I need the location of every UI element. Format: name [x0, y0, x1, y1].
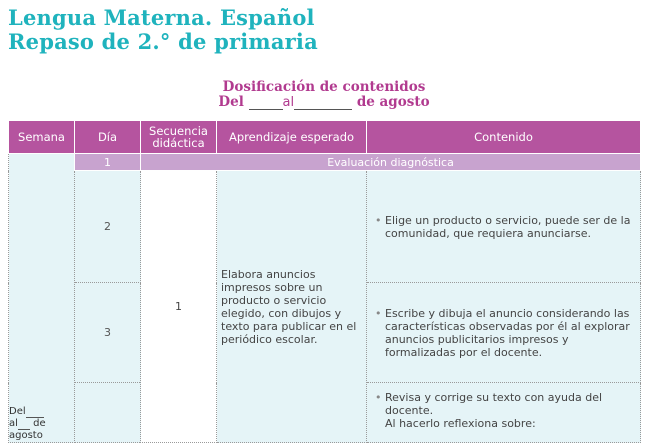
dosificacion-title: Dosificación de contenidos	[222, 79, 426, 95]
eval-text: Evaluación diagnóstica	[141, 154, 641, 171]
dosificacion-dates	[0, 95, 648, 110]
table-row-evaluacion	[9, 154, 641, 171]
contenido-cell: • Escribe y dibuja el anuncio considerando las características observadas por él al explorar anuncios publicitarios impresos y formalizadas por el docente.	[367, 283, 641, 383]
date-end-blank	[294, 97, 352, 110]
header-aprendizaje: Aprendizaje esperado	[217, 121, 367, 154]
semana-agosto: agosto	[9, 430, 43, 441]
dos-del: Del	[218, 94, 244, 110]
dia-cell	[75, 383, 141, 443]
semana-del: Del	[9, 406, 26, 417]
date-start-blank	[249, 97, 283, 110]
semana-de: de	[33, 418, 46, 429]
semana-al: al	[9, 418, 18, 429]
dia-cell: 2	[75, 171, 141, 283]
header-secuencia: Secuencia didáctica	[141, 121, 217, 154]
aprendizaje-cell: Elabora anuncios impresos sobre un producto o servicio elegido, con dibujos y texto para publicar en el periódico escolar.	[217, 171, 367, 443]
contenido-text-2: Al hacerlo reflexiona sobre:	[385, 417, 536, 430]
secuencia-cell: 1	[141, 171, 217, 443]
dos-al: al	[282, 95, 295, 110]
contenido-text: Escribe y dibuja el anuncio considerando las características observadas por él al explorar anuncios publicitarios impresos y formalizadas por el docente.	[385, 306, 630, 359]
table-header-row	[9, 121, 641, 154]
semana-blank-1	[26, 407, 44, 418]
header-contenido: Contenido	[367, 121, 641, 154]
contenido-text: Elige un producto o servicio, puede ser de la comunidad, que requiera anunciarse.	[385, 213, 631, 240]
contenido-cell: • Revisa y corrige su texto con ayuda del docente. Al hacerlo reflexiona sobre:	[367, 383, 641, 443]
header-dia: Día	[75, 121, 141, 154]
page-title	[8, 6, 318, 54]
title-line-1: Lengua Materna. Español	[8, 5, 315, 30]
title-line-2: Repaso de 2.° de primaria	[8, 29, 318, 54]
contenido-cell: • Elige un producto o servicio, puede ser de la comunidad, que requiera anunciarse.	[367, 171, 641, 283]
contenido-text: Revisa y corrige su texto con ayuda del docente.	[385, 391, 603, 417]
semana-blank-2	[18, 419, 30, 430]
dosificacion-heading	[0, 80, 648, 110]
semana-cell	[9, 154, 75, 443]
dia-cell: 3	[75, 283, 141, 383]
table-row	[9, 171, 641, 283]
eval-dia: 1	[75, 154, 141, 171]
dosificacion-table	[8, 120, 641, 443]
dos-de-agosto: de agosto	[356, 94, 430, 110]
header-semana: Semana	[9, 121, 75, 154]
contenido-text-wrap	[385, 391, 634, 430]
